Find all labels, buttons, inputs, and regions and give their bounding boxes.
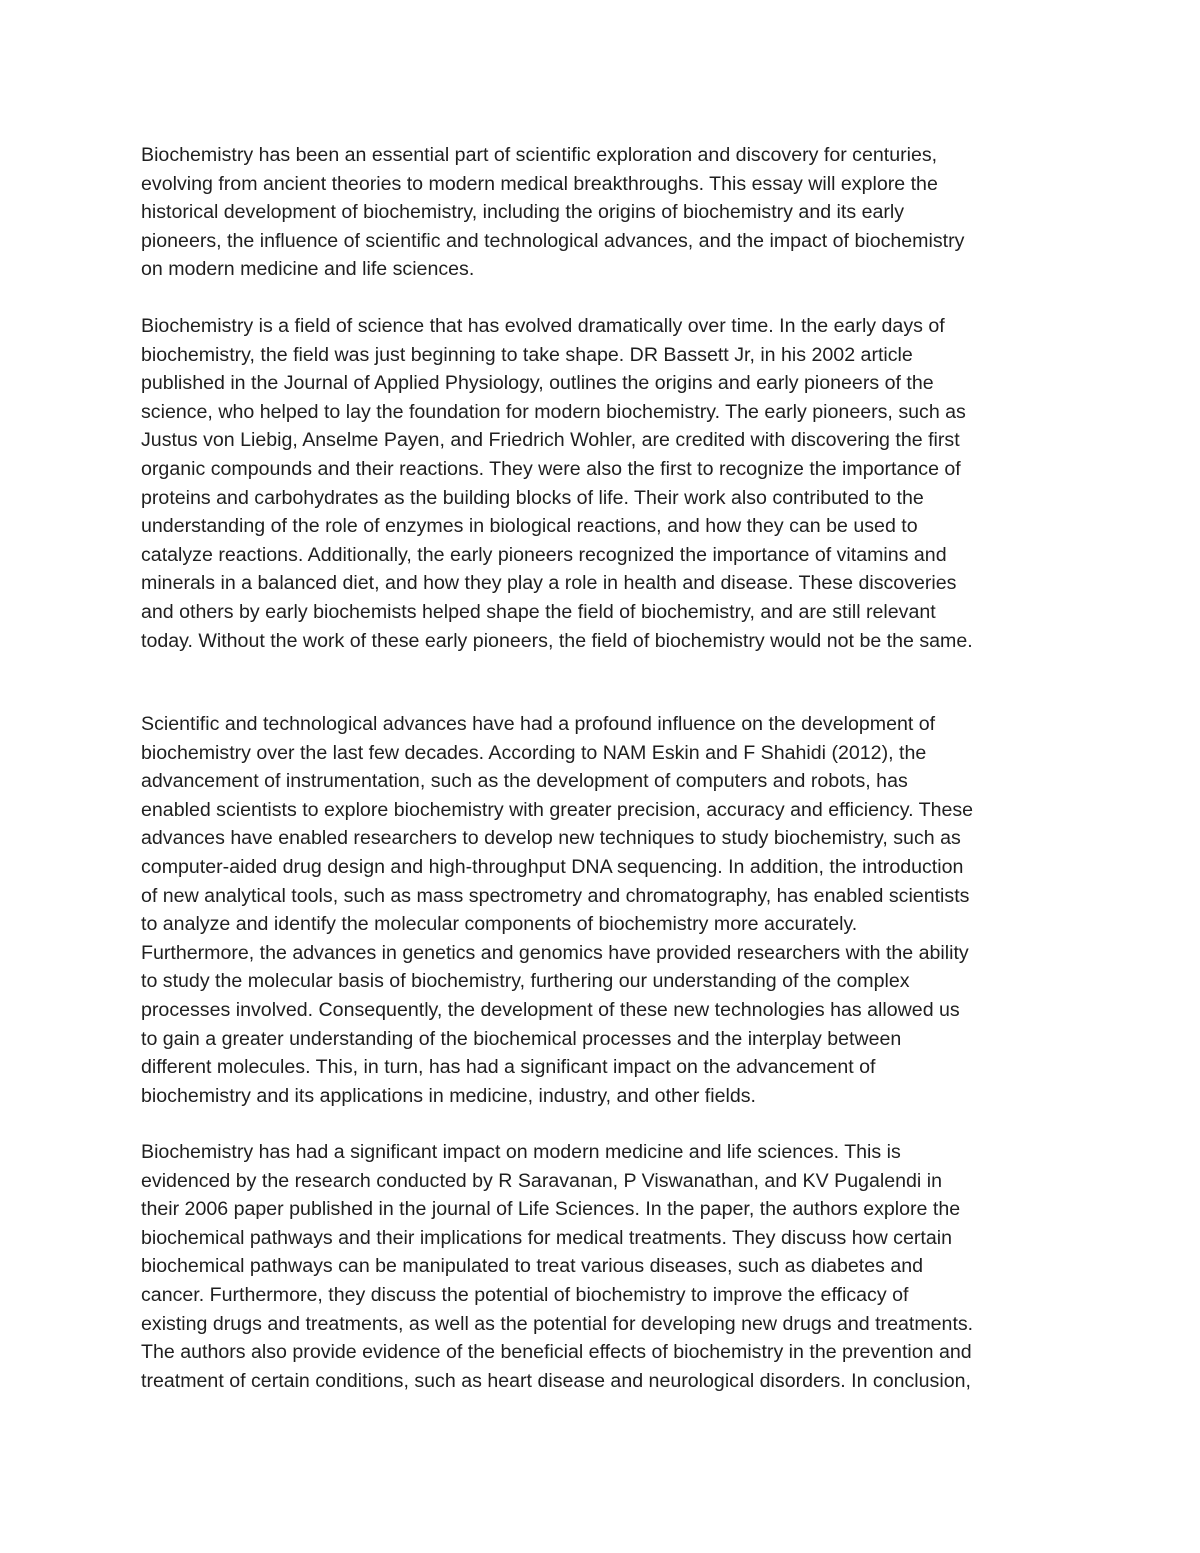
- text-line: advances have enabled researchers to develop new techniques to study biochemistry, such as: [141, 827, 961, 850]
- text-line: Furthermore, the advances in genetics and genomics have provided researchers with the ability: [141, 941, 969, 964]
- text-line: Biochemistry has been an essential part of scientific exploration and discovery for centuries,: [141, 144, 938, 166]
- text-line: biochemical pathways and their implications for medical treatments. They discuss how certain: [141, 1226, 952, 1249]
- text-line: proteins and carbohydrates as the building blocks of life. Their work also contributed to the: [141, 486, 924, 509]
- text-line: historical development of biochemistry, including the origins of biochemistry and its early: [141, 201, 905, 224]
- text-line: on modern medicine and life sciences.: [141, 258, 475, 281]
- text-line: their 2006 paper published in the journal of Life Sciences. In the paper, the authors explore the: [141, 1198, 961, 1221]
- text-line: biochemistry, the field was just beginning to take shape. DR Bassett Jr, in his 2002 article: [141, 343, 913, 366]
- paragraph-scientific-technological-advances: [141, 710, 973, 1110]
- text-line: evidenced by the research conducted by R Saravanan, P Viswanathan, and KV Pugalendi in: [141, 1169, 942, 1192]
- text-line: science, who helped to lay the foundation for modern biochemistry. The early pioneers, such as: [141, 400, 966, 423]
- text-line: to study the molecular basis of biochemistry, furthering our understanding of the complex: [141, 970, 910, 993]
- text-line: biochemistry and its applications in medicine, industry, and other fields.: [141, 1084, 756, 1107]
- paragraph-impact-on-medicine: [141, 1138, 973, 1395]
- text-line: to analyze and identify the molecular components of biochemistry more accurately.: [141, 913, 858, 936]
- text-line: catalyze reactions. Additionally, the early pioneers recognized the importance of vitamins and: [141, 543, 947, 566]
- text-line: today. Without the work of these early pioneers, the field of biochemistry would not be the same.: [141, 629, 973, 652]
- text-line: enabled scientists to explore biochemistry with greater precision, accuracy and efficiency. These: [141, 798, 974, 821]
- text-line: organic compounds and their reactions. They were also the first to recognize the importance of: [141, 457, 961, 480]
- paragraph-origins-early-pioneers: [141, 312, 973, 655]
- text-line: minerals in a balanced diet, and how they play a role in health and disease. These discoveries: [141, 572, 957, 595]
- text-line: of new analytical tools, such as mass spectrometry and chromatography, has enabled scientists: [141, 884, 970, 907]
- text-line: The authors also provide evidence of the beneficial effects of biochemistry in the prevention and: [141, 1341, 972, 1364]
- text-line: published in the Journal of Applied Physiology, outlines the origins and early pioneers of the: [141, 372, 934, 395]
- text-line: cancer. Furthermore, they discuss the potential of biochemistry to improve the efficacy of: [141, 1283, 909, 1306]
- text-line: evolving from ancient theories to modern medical breakthroughs. This essay will explore the: [141, 172, 938, 195]
- text-line: Biochemistry is a field of science that has evolved dramatically over time. In the early days of: [141, 315, 945, 337]
- text-line: pioneers, the influence of scientific and technological advances, and the impact of biochemistry: [141, 229, 965, 252]
- text-line: Biochemistry has had a significant impact on modern medicine and life sciences. This is: [141, 1141, 901, 1163]
- text-line: advancement of instrumentation, such as the development of computers and robots, has: [141, 770, 908, 793]
- text-line: treatment of certain conditions, such as heart disease and neurological disorders. In conclusion,: [141, 1369, 971, 1392]
- text-line: to gain a greater understanding of the biochemical processes and the interplay between: [141, 1027, 902, 1050]
- text-line: understanding of the role of enzymes in biological reactions, and how they can be used to: [141, 515, 918, 538]
- paragraph-introduction: [141, 141, 964, 284]
- text-line: biochemical pathways can be manipulated to treat various diseases, such as diabetes and: [141, 1255, 924, 1278]
- text-line: processes involved. Consequently, the development of these new technologies has allowed us: [141, 998, 960, 1021]
- text-line: different molecules. This, in turn, has had a significant impact on the advancement of: [141, 1056, 876, 1079]
- text-line: existing drugs and treatments, as well as the potential for developing new drugs and treatments.: [141, 1312, 974, 1335]
- text-line: Scientific and technological advances have had a profound influence on the development of: [141, 713, 936, 735]
- text-line: computer-aided drug design and high-throughput DNA sequencing. In addition, the introduction: [141, 855, 964, 878]
- text-line: biochemistry over the last few decades. According to NAM Eskin and F Shahidi (2012), the: [141, 741, 927, 764]
- text-line: and others by early biochemists helped shape the field of biochemistry, and are still relevant: [141, 600, 936, 623]
- text-line: Justus von Liebig, Anselme Payen, and Friedrich Wohler, are credited with discovering the first: [141, 429, 960, 452]
